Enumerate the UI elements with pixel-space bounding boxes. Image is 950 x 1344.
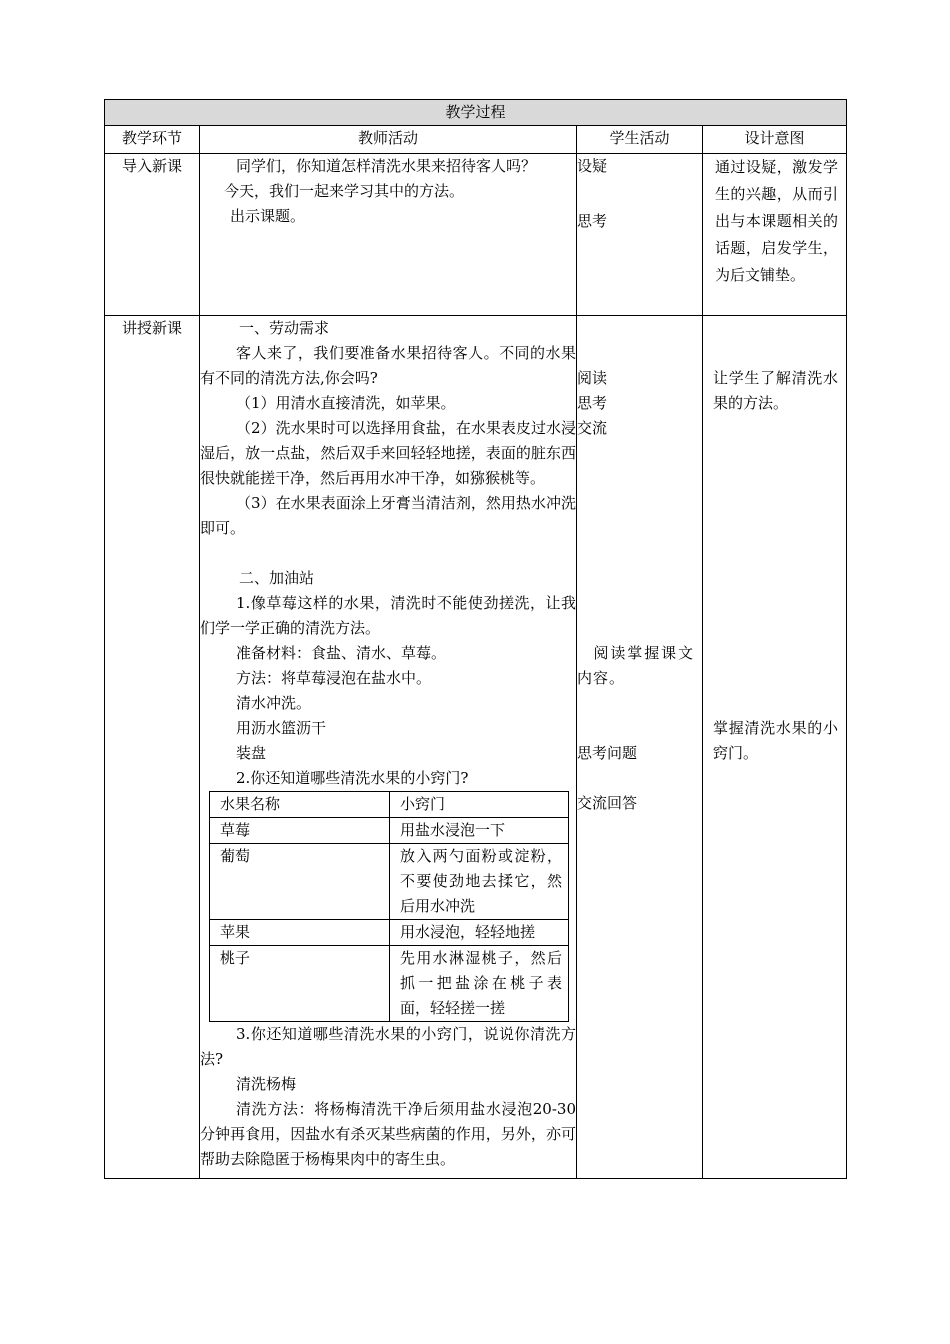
section-heading: 二、加油站 — [239, 569, 315, 587]
fruit-name: 葡萄 — [210, 844, 390, 920]
student-text: 思考 — [577, 212, 608, 230]
teacher-activity-cell — [200, 154, 577, 316]
student-text: 设疑 — [577, 157, 608, 175]
table-row — [210, 920, 569, 946]
fruit-tips-table — [209, 791, 569, 1022]
teacher-text: 客人来了，我们要准备水果招待客人。不同的水果有不同的清洗方法,你会吗? — [200, 344, 576, 387]
teacher-text: 3.你还知道哪些清洗水果的小窍门，说说你清洗方法? — [200, 1025, 576, 1068]
intent-text: 通过设疑，激发学生的兴趣，从而引出与本课题相关的话题，启发学生，为后文铺垫。 — [715, 158, 839, 284]
teacher-text: 2.你还知道哪些清洗水果的小窍门? — [236, 769, 469, 787]
student-text: 交流 — [577, 419, 608, 437]
teacher-text: 1.像草莓这样的水果，清洗时不能使劲搓洗，让我们学一学正确的清洗方法。 — [200, 594, 576, 637]
table-row — [210, 946, 569, 1022]
intent-text: 让学生了解清洗水果的方法。 — [713, 369, 839, 412]
student-text: 思考问题 — [577, 744, 638, 762]
table-row — [210, 844, 569, 920]
student-text: 阅读掌握课文内容。 — [577, 644, 694, 687]
stage-cell — [105, 154, 200, 316]
teacher-text: 清水冲洗。 — [236, 694, 312, 712]
design-intent-cell — [703, 316, 847, 1179]
fruit-name: 草莓 — [210, 818, 390, 844]
fruit-tip: 放入两勺面粉或淀粉，不要使劲地去揉它，然后用水冲洗 — [390, 844, 569, 920]
stage-label: 导入新课 — [121, 157, 182, 175]
table-title: 教学过程 — [105, 100, 847, 126]
stage-label: 讲授新课 — [121, 319, 182, 337]
example-title: 清洗杨梅 — [236, 1075, 297, 1093]
teacher-text: 装盘 — [236, 744, 267, 762]
student-text: 阅读 — [577, 369, 608, 387]
column-header-student: 学生活动 — [577, 126, 703, 154]
column-header-intent: 设计意图 — [703, 126, 847, 154]
teacher-text: 同学们，你知道怎样清洗水果来招待客人吗？ — [236, 157, 537, 175]
table-row — [210, 818, 569, 844]
teacher-text: 用沥水篮沥干 — [236, 719, 327, 737]
fruit-tip: 用水浸泡，轻轻地搓 — [390, 920, 569, 946]
column-header-teacher: 教师活动 — [200, 126, 577, 154]
teacher-text: 今天，我们一起来学习其中的方法。 — [224, 182, 465, 200]
teacher-activity-cell — [200, 316, 577, 1179]
student-text: 交流回答 — [577, 794, 638, 812]
lesson-plan — [104, 99, 846, 1179]
teacher-text: （3）在水果表面涂上牙膏当清洁剂，然用热水冲洗即可。 — [200, 494, 576, 537]
student-activity-cell — [577, 154, 703, 316]
teacher-text: （1）用清水直接清洗，如苹果。 — [236, 394, 456, 412]
teacher-text: 方法：将草莓浸泡在盐水中。 — [236, 669, 432, 687]
intent-text: 掌握清洗水果的小窍门。 — [713, 719, 839, 762]
column-header-stage: 教学环节 — [105, 126, 200, 154]
tips-header-fruit: 水果名称 — [210, 792, 390, 818]
teacher-text: 出示课题。 — [230, 207, 306, 225]
section-heading: 一、劳动需求 — [239, 319, 330, 337]
design-intent-cell — [703, 154, 847, 316]
teacher-text: （2）洗水果时可以选择用食盐，在水果表皮过水浸湿后，放一点盐，然后双手来回轻轻地搓，表面的脏东西很快就能搓干净，然后再用水冲干净，如猕猴桃等。 — [200, 419, 576, 487]
student-text: 思考 — [577, 394, 608, 412]
table-row — [210, 792, 569, 818]
teacher-text: 准备材料：食盐、清水、草莓。 — [236, 644, 447, 662]
student-activity-cell — [577, 316, 703, 1179]
table-row-new-lesson — [105, 316, 847, 1179]
table-row-intro — [105, 154, 847, 316]
tips-header-tip: 小窍门 — [390, 792, 569, 818]
fruit-tip: 先用水淋湿桃子，然后抓一把盐涂在桃子表面，轻轻搓一搓 — [390, 946, 569, 1022]
fruit-name: 苹果 — [210, 920, 390, 946]
teacher-text: 清洗方法：将杨梅清洗干净后须用盐水浸泡20-30分钟再食用，因盐水有杀灭某些病菌的作用，另外，亦可帮助去除隐匿于杨梅果肉中的寄生虫。 — [200, 1100, 576, 1168]
stage-cell — [105, 316, 200, 1179]
fruit-name: 桃子 — [210, 946, 390, 1022]
teaching-process-table — [104, 99, 847, 1179]
fruit-tip: 用盐水浸泡一下 — [390, 818, 569, 844]
